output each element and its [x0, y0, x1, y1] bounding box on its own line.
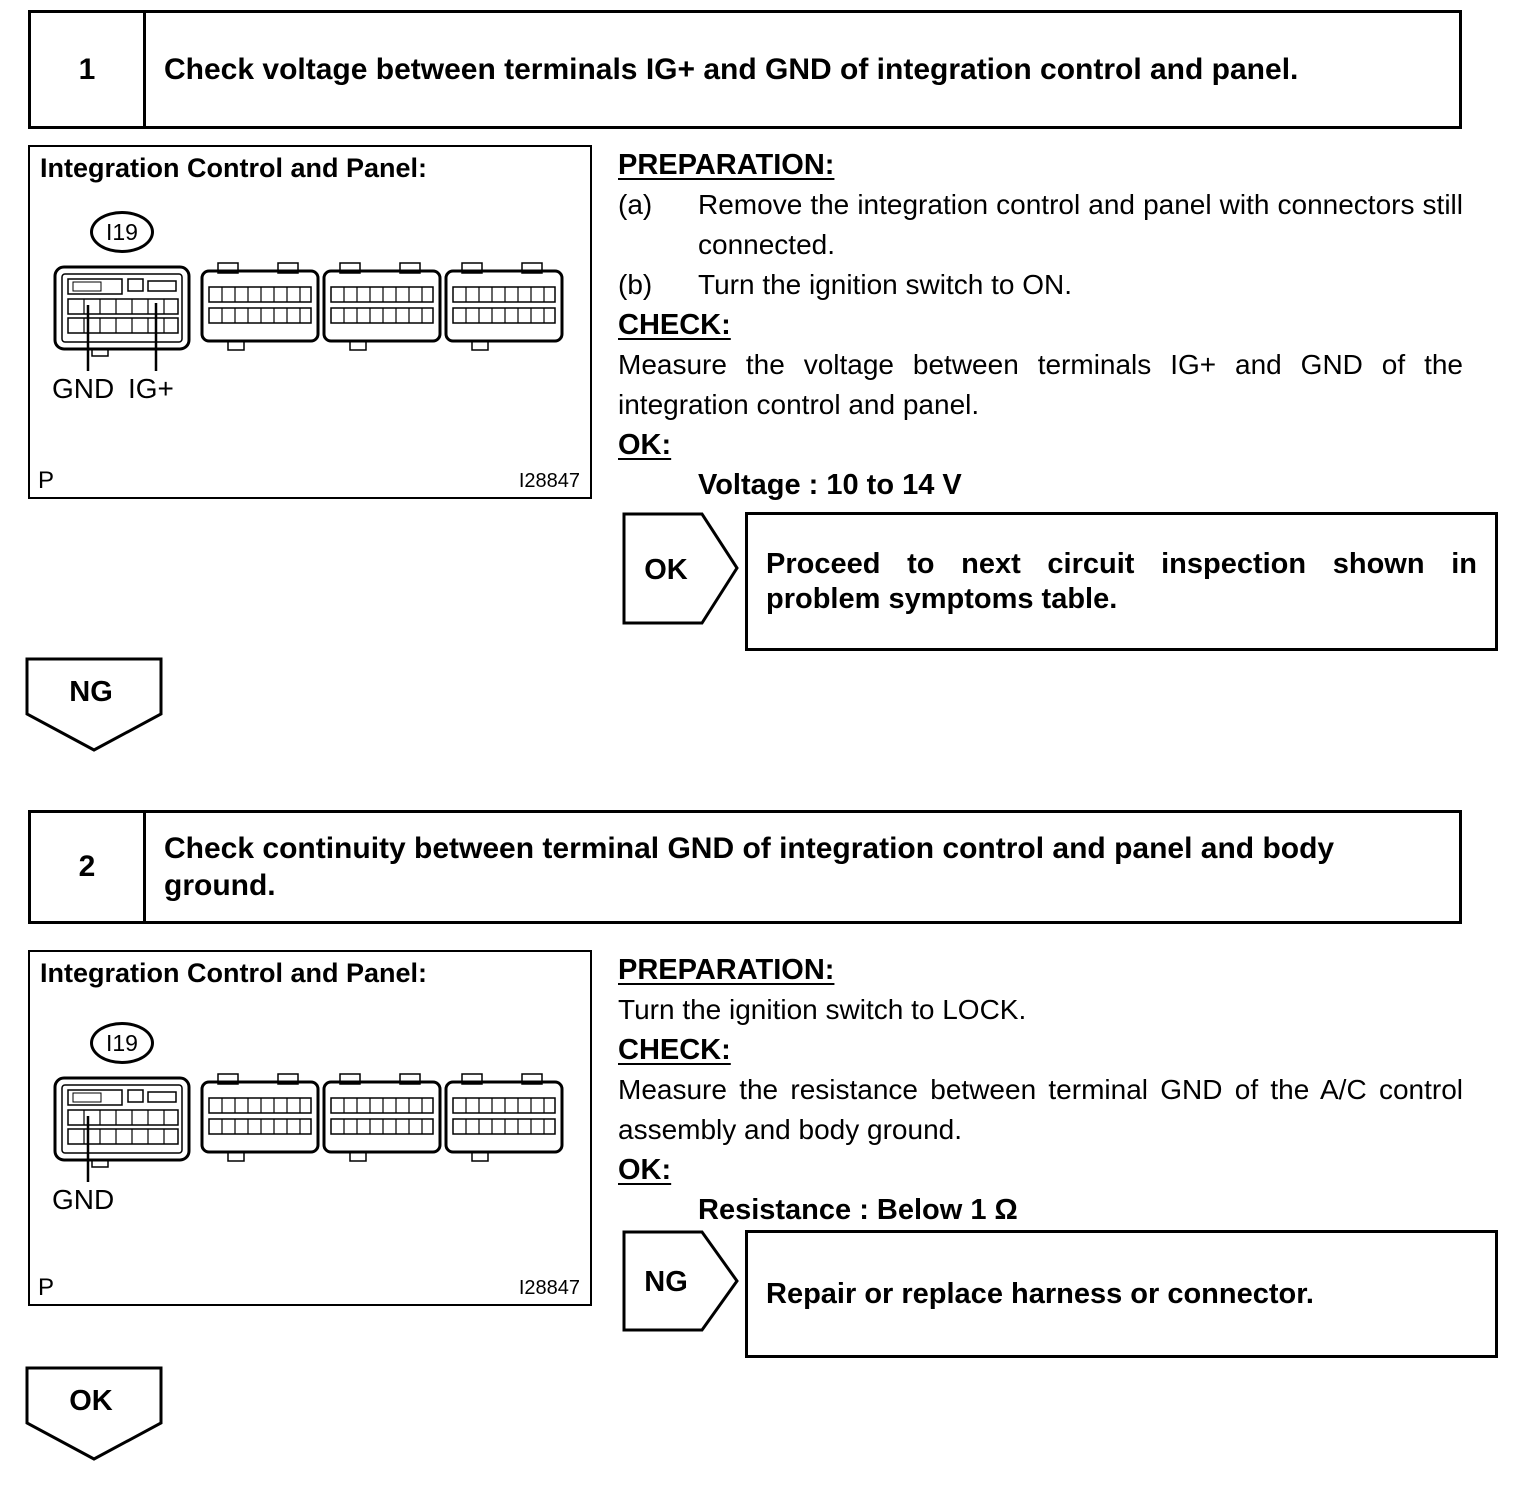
figure-photo-letter: P: [38, 1274, 55, 1301]
figure-photo-letter: P: [38, 467, 55, 494]
ok-pointer-label: OK: [644, 554, 688, 586]
figure-title: Integration Control and Panel:: [40, 958, 428, 988]
connector-diagram: [52, 259, 572, 377]
step1-result-action-text: Proceed to next circuit inspection shown in problem symptoms table.: [766, 547, 1477, 615]
connector-diagram: [52, 1070, 572, 1188]
connector-id-badge: [90, 1022, 154, 1064]
ok-heading: OK:: [618, 429, 672, 461]
preparation-heading: PREPARATION:: [618, 954, 835, 986]
step1-number: 1: [31, 13, 146, 126]
prep-text: Turn the ignition switch to LOCK.: [618, 994, 1027, 1025]
item-marker: (a): [618, 189, 653, 220]
pin-leader-lines: [88, 303, 156, 371]
step2-result-action-text: Repair or replace harness or connector.: [766, 1277, 1314, 1310]
pin-label-ig: IG+: [128, 373, 174, 404]
step2-result-action-box: [745, 1230, 1498, 1358]
ng-flow-icon: [25, 657, 163, 753]
check-heading: CHECK:: [618, 309, 731, 341]
prep-item-b: [618, 265, 1463, 305]
ok-pointer-icon: [622, 512, 740, 625]
step1-figure: [28, 145, 592, 499]
item-text: Remove the integration control and panel with connectors still connected.: [698, 189, 1463, 260]
ok-flow-label: OK: [69, 1385, 113, 1417]
ng-pointer-icon: [622, 1230, 740, 1332]
step2-instructions: [618, 950, 1463, 1230]
preparation-heading: PREPARATION:: [618, 149, 835, 181]
ok-spec-value: Voltage : 10 to 14 V: [698, 469, 962, 501]
step1-title: Check voltage between terminals IG+ and GND of integration control and panel.: [164, 53, 1299, 86]
step1-result-action-box: [745, 512, 1498, 651]
prep-item-a: [618, 185, 1463, 265]
ng-flow-label: NG: [69, 676, 113, 708]
step2-title: Check continuity between terminal GND of integration control and panel and body ground.: [164, 832, 1335, 902]
step1-instructions: [618, 145, 1463, 505]
connector-id-label: I19: [106, 218, 138, 245]
check-text: Measure the voltage between terminals IG+ and GND of the integration control and panel.: [618, 349, 1463, 420]
figure-title: Integration Control and Panel:: [40, 153, 428, 183]
ok-heading: OK:: [618, 1154, 672, 1186]
connector-id-label: I19: [106, 1029, 138, 1056]
ok-spec-value: Resistance : Below 1 Ω: [698, 1194, 1018, 1226]
figure-code: I28847: [518, 470, 580, 492]
step2-number: 2: [31, 813, 146, 921]
step1-header: [28, 10, 1462, 129]
ok-flow-icon: [25, 1366, 163, 1462]
step2-header: [28, 810, 1462, 924]
check-heading: CHECK:: [618, 1034, 731, 1066]
pin-label-gnd: GND: [52, 1184, 115, 1215]
item-text: Turn the ignition switch to ON.: [698, 269, 1073, 300]
figure-code: I28847: [518, 1277, 580, 1299]
check-text: Measure the resistance between terminal GND of the A/C control assembly and body ground.: [618, 1074, 1463, 1145]
pin-label-gnd: GND: [52, 373, 115, 404]
connector-id-badge: [90, 211, 154, 253]
step2-figure: [28, 950, 592, 1306]
ng-pointer-label: NG: [644, 1266, 688, 1298]
item-marker: (b): [618, 269, 653, 300]
